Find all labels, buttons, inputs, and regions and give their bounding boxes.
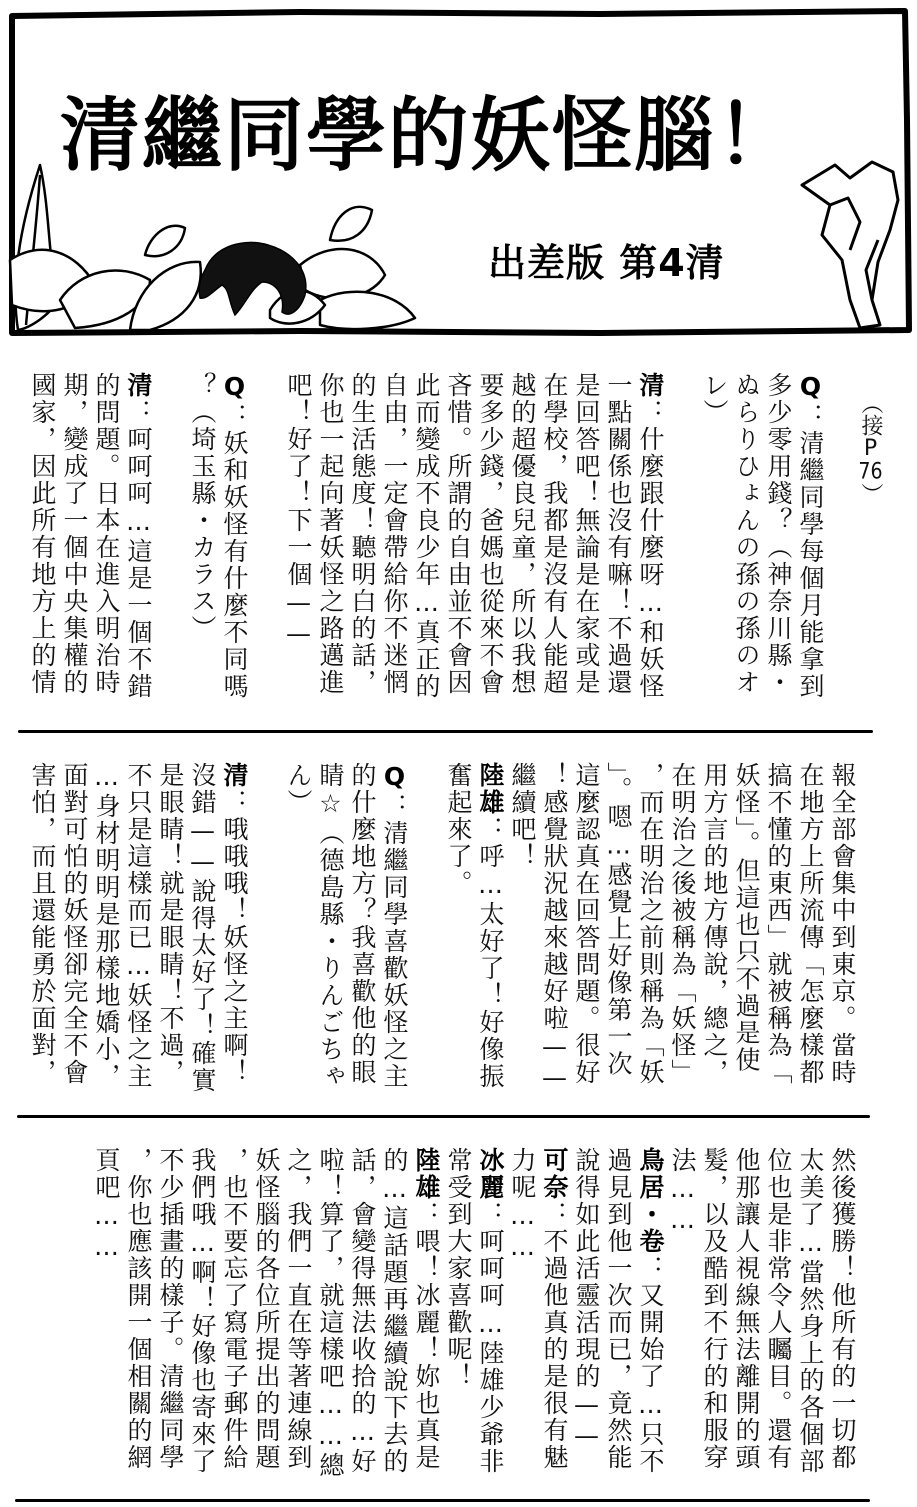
text-column: 太美了…當然身上的各個部 bbox=[796, 1147, 825, 1475]
text-column: 他那讓人視線無法離開的頭 bbox=[732, 1147, 761, 1471]
text-column: 一點關係也沒有嘛！不過還 bbox=[604, 372, 633, 696]
column-text: ：呵呵呵…這是一個不錯 bbox=[124, 399, 153, 700]
page-title: 清繼同學的妖怪腦！ bbox=[60, 89, 798, 182]
column-text: ：妖和妖怪有什麼不同嗎 bbox=[220, 403, 249, 700]
text-column bbox=[219, 762, 249, 1086]
column-text: ：哦哦哦！妖怪之主啊！ bbox=[220, 789, 249, 1086]
text-column: 我們哦…啊！好像也寄來了 bbox=[188, 1147, 217, 1475]
text-column: 的問題。日本在進入明治時 bbox=[92, 372, 121, 696]
text-column: 繼續吧！ bbox=[508, 762, 537, 870]
column-text: ：什麼跟什麼呀…和妖怪 bbox=[636, 399, 665, 700]
column-text: ：清繼同學喜歡妖怪之主 bbox=[380, 793, 409, 1090]
text-column bbox=[123, 372, 153, 700]
text-column: 的…這話題再繼續說下去的 bbox=[380, 1147, 409, 1475]
text-column: 位也是非常令人矚目。還有 bbox=[764, 1147, 793, 1471]
qa-section-1 bbox=[0, 372, 917, 712]
text-column: 奮起來了。 bbox=[444, 762, 473, 897]
text-column: 害怕，而且還能勇於面對， bbox=[28, 762, 57, 1086]
text-column: 在地方上所流傳「怎麼樣都 bbox=[796, 762, 825, 1086]
text-column: 然後獲勝！他所有的一切都 bbox=[828, 1147, 857, 1471]
speaker-label: 清 bbox=[636, 372, 665, 399]
text-column: 說得如此活靈活現的—— bbox=[572, 1147, 601, 1452]
text-column: 妖怪腦的各位所提出的問題 bbox=[252, 1147, 281, 1471]
text-column: 國家，因此所有地方上的情 bbox=[28, 372, 57, 696]
text-column: 多少零用錢？（神奈川縣・ bbox=[764, 372, 793, 696]
section-divider bbox=[15, 1499, 870, 1502]
continued-label: 接 bbox=[858, 414, 883, 436]
qa-section-3 bbox=[0, 1147, 917, 1487]
speaker-label: Q bbox=[220, 372, 249, 403]
text-column: 不少插畫的樣子。清繼同學 bbox=[156, 1147, 185, 1471]
text-column: 搞不懂的東西」就被稱為「 bbox=[764, 762, 793, 1086]
paren-open: （ bbox=[858, 392, 883, 414]
text-column: 頁吧…… bbox=[92, 1147, 121, 1263]
column-text: ：呵呵呵…陸雄少爺非 bbox=[476, 1201, 505, 1475]
text-column bbox=[475, 1147, 505, 1475]
text-column: ，你也應該開一個相關的網 bbox=[124, 1147, 153, 1471]
speaker-label: 冰麗 bbox=[476, 1147, 505, 1201]
column-text: ：喂！冰麗！妳也真是 bbox=[412, 1201, 441, 1471]
text-column: …身材明明是那樣地嬌小， bbox=[92, 762, 121, 1090]
text-column bbox=[379, 762, 409, 1090]
text-column: ，而在明治之前則稱為「妖 bbox=[636, 762, 665, 1086]
speaker-label: 可奈 bbox=[540, 1147, 569, 1201]
text-column: 法…… bbox=[668, 1147, 697, 1236]
text-column: 在學校，我都是沒有人能超 bbox=[540, 372, 569, 696]
text-column: ん） bbox=[284, 762, 313, 816]
text-column: 此而變成不良少年…真正的 bbox=[412, 372, 441, 700]
text-column: 面對可怕的妖怪卻完全不會 bbox=[60, 762, 89, 1086]
text-column bbox=[219, 372, 249, 700]
speaker-label: 鳥居・卷 bbox=[636, 1147, 665, 1255]
speaker-label: Q bbox=[380, 762, 409, 793]
text-column: ？（埼玉縣・カラス） bbox=[188, 372, 217, 642]
text-column: 過見到他一次而已，竟然能 bbox=[604, 1147, 633, 1471]
page-number: 76 bbox=[858, 461, 883, 483]
page-subtitle: 出差版 第4清 bbox=[488, 241, 725, 285]
speaker-label: 陸雄 bbox=[412, 1147, 441, 1201]
text-column: 在明治之後被稱為「妖怪」 bbox=[668, 762, 697, 1086]
text-column: 期，變成了一個中央集權的 bbox=[60, 372, 89, 696]
text-column: 是回答吧！無論是在家或是 bbox=[572, 372, 601, 696]
text-column: 沒錯——說得太好了！確實 bbox=[188, 762, 217, 1094]
text-column: 之，我們一直在等著連線到 bbox=[284, 1147, 313, 1471]
column-text: ：又開始了…只不 bbox=[636, 1255, 665, 1475]
text-column bbox=[635, 1147, 665, 1475]
column-text: ：清繼同學每個月能拿到 bbox=[796, 403, 825, 700]
text-column: 用方言的地方傳說，總之， bbox=[700, 762, 729, 1086]
section-divider bbox=[18, 730, 873, 733]
text-column: ，也不要忘了寫電子郵件給 bbox=[220, 1147, 249, 1471]
speaker-label: 陸雄 bbox=[476, 762, 505, 816]
text-column: 常受到大家喜歡呢！ bbox=[444, 1147, 473, 1390]
text-column: 的生活態度！聽明白的話， bbox=[348, 372, 377, 696]
text-column: 是眼睛！就是眼睛！不過， bbox=[156, 762, 185, 1086]
speaker-label: Q bbox=[796, 372, 825, 403]
text-column bbox=[475, 762, 505, 1090]
text-column: 吧！好了！下一個—— bbox=[284, 372, 313, 650]
text-column: ぬらりひょんの孫の孫のオ bbox=[732, 372, 761, 696]
text-column bbox=[411, 1147, 441, 1471]
paren-close: ） bbox=[858, 483, 883, 505]
text-column: 這麼認真在回答問題。很好 bbox=[572, 762, 601, 1086]
text-column bbox=[635, 372, 665, 700]
text-column bbox=[539, 1147, 569, 1471]
text-column: 自由，一定會帶給你不迷惘 bbox=[380, 372, 409, 696]
speaker-label: 清 bbox=[124, 372, 153, 399]
text-column: 睛☆（德島縣・りんごちゃ bbox=[316, 762, 345, 1090]
scroll-paper-icon bbox=[802, 162, 898, 328]
text-column: 話，會變得無法收拾的…好 bbox=[348, 1147, 377, 1475]
text-column bbox=[795, 372, 825, 700]
character-hair-icon bbox=[199, 242, 306, 315]
text-column: ！感覺狀況越來越好啦—— bbox=[540, 762, 569, 1094]
text-column: 髮，以及酷到不行的和服穿 bbox=[700, 1147, 729, 1471]
text-column: 啦！算了，就這樣吧……總 bbox=[316, 1147, 345, 1479]
text-column: 不只是這樣而已…妖怪之主 bbox=[124, 762, 153, 1090]
text-column: 越的超優良兒童，所以我想 bbox=[508, 372, 537, 696]
speaker-label: 清 bbox=[220, 762, 249, 789]
column-text: ：呼…太好了！好像振 bbox=[476, 816, 505, 1090]
qa-section-2 bbox=[0, 762, 917, 1102]
text-column: 的什麼地方？我喜歡他的眼 bbox=[348, 762, 377, 1086]
text-column: 你也一起向著妖怪之路邁進 bbox=[316, 372, 345, 696]
text-column: 要多少錢，爸媽也從來不會 bbox=[476, 372, 505, 696]
text-column: 」。嗯…感覺上好像第一次 bbox=[604, 762, 633, 1078]
text-column: レ） bbox=[700, 372, 729, 426]
text-column: 吝惜。所謂的自由並不會因 bbox=[444, 372, 473, 696]
text-column: 報全部會集中到東京。當時 bbox=[828, 762, 857, 1086]
section-divider bbox=[17, 1115, 870, 1118]
page-prefix: P bbox=[858, 436, 883, 461]
text-column: 力呢…… bbox=[508, 1147, 537, 1263]
column-text: ：不過他真的是很有魅 bbox=[540, 1201, 569, 1471]
text-column: 妖怪」。但這也只不過是使 bbox=[732, 762, 761, 1074]
